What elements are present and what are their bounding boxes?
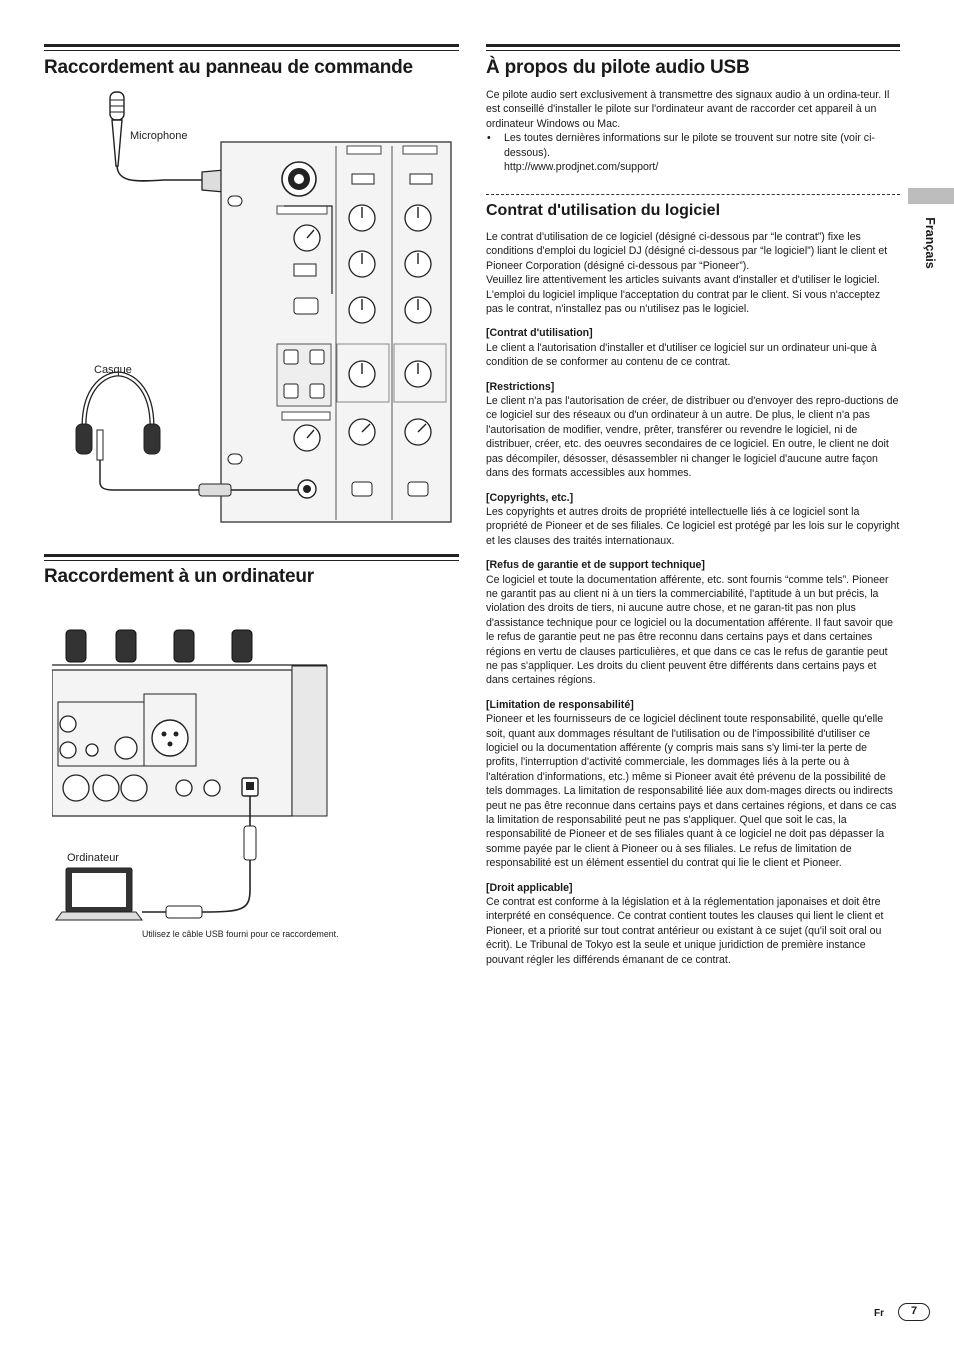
dashed-divider [486, 194, 900, 195]
label-microphone: Microphone [130, 130, 188, 142]
intro-block [486, 88, 898, 174]
section-rule-bottom-left [44, 554, 459, 561]
label-casque: Casque [94, 364, 132, 376]
caption-usb: Utilisez le câble USB fourni pour ce raccordement. [142, 929, 339, 939]
heading-restrictions: [Restrictions] [486, 380, 555, 393]
heading-copyrights: [Copyrights, etc.] [486, 491, 574, 504]
paragraph-restrictions: Le client n'a pas l'autorisation de créer, de distribuer ou d'envoyer des repro-ductions de ce logiciel sur des réseaux ou d'un ordinateur à un autre. De plus, le client n'a pas l'autorisation de modifier, vendre, prêter, transférer ou revendre le logiciel, ni de distribuer, créer, etc. des oeuvres secondaires de ce logiciel. En outre, le client ne doit pas décompiler, désosser, désassembler ni changer le logiciel d'aucune autre façon dans des formats accessibles aux hommes. [486, 395, 899, 480]
mixer-panel [221, 142, 451, 522]
page-number: 7 [898, 1303, 930, 1321]
paragraph-contrat: Le client a l'autorisation d'installer et d'utiliser ce logiciel sur un ordinateur uni-que à condition de se conformer au contenu de ce contrat. [486, 341, 877, 369]
contract-body [486, 230, 900, 967]
language-label-text: Français [923, 217, 937, 269]
computer-connection-diagram [52, 620, 352, 940]
microphone-icon [110, 92, 124, 166]
language-tab [908, 188, 954, 204]
heading-limitation: [Limitation de responsabilité] [486, 698, 634, 711]
label-ordinateur: Ordinateur [67, 852, 119, 864]
paragraph-refus: Ce logiciel et toute la documentation afférente, etc. sont fournis “comme tels”. Pioneer ne garantit pas au client ni à un tiers la commerciabilité, l'aptitude à un but précis, la violation des droits de tiers, ni aucune autre chose, et ne garan-tit pas non plus d'assistance technique pour ce logiciel ou la documentation afférente. Il faut savoir que le refus de garantie peut ne pas être reconnu dans certains pays et dans certaines régions en vertu de clauses particulières, et que dans ce cas le refus de garantie peut ne pas s'appliquer. Les droits du client peuvent être différents dans certains pays et dans certaines régions. [486, 573, 894, 687]
paragraph-limitation: Pioneer et les fournisseurs de ce logiciel déclinent toute responsabilité, quelle qu'elle soit, quant aux dommages résultant de l'utilisation ou de l'impossibilité d'utiliser ce logiciel ou la documentation afférente (y compris mais sans s'y limi-ter la perte de profits, l'interruption d'activité commerciale, les dommages liés à la perte ou à l'altération d'informations, etc.) même si Pioneer avait été prévenu de la possibilité de tels dommages. La limitation de responsabilité liée aux dom-mages directs ou indirects peut ne pas être reconnue dans certains pays et dans certaines régions, et dans ce cas la limitation de responsabilité peut ne pas s'appliquer. Quel que soit le cas, la responsabilité de Pioneer et de ses filiales quant à ce logiciel ne doit pas dépasser la somme payée par le client à Pioneer ou à ses filiales. Le refus de limitation de responsabilité est un élément essentiel du contrat qui lie le client et Pioneer. [486, 713, 897, 870]
section-title-panneau: Raccordement au panneau de commande [44, 57, 413, 78]
laptop-icon [56, 868, 142, 920]
contract-intro-2: Veuillez lire attentivement les articles suivants avant d'installer et d'utiliser le logiciel. L'emploi du logiciel implique l'acceptation du contrat par le client. Si vous n'acceptez pas le contrat, n'installez pas ou n'utilisez pas le logiciel. [486, 274, 881, 316]
section-title-pilote: À propos du pilote audio USB [486, 57, 750, 78]
support-url[interactable]: http://www.prodjnet.com/support/ [504, 161, 659, 174]
rear-panel [52, 630, 327, 816]
paragraph-copyrights: Les copyrights et autres droits de propriété intellectuelle liés à ce logiciel sont la propriété de Pioneer et de ses filiales. Ce logiciel est protégé par les lois sur le copyright et les clauses des traités internationaux. [486, 505, 900, 547]
footer-language: Fr [874, 1308, 884, 1319]
subsection-title-contrat: Contrat d'utilisation du logiciel [486, 202, 721, 219]
heading-refus: [Refus de garantie et de support technique] [486, 559, 705, 572]
language-label [920, 206, 936, 286]
heading-droit: [Droit applicable] [486, 881, 573, 894]
headphones-icon [76, 374, 160, 460]
heading-contrat: [Contrat d'utilisation] [486, 327, 593, 340]
paragraph-droit: Ce contrat est conforme à la législation et à la réglementation japonaises et doit être interprété en conséquence. Ce contrat contient toutes les clauses qui lient le client et Pioneer, et a priorité sur tout contrat antérieur ou existant à ce sujet (qu'il soit oral ou écrit). Le Tribunal de Tokyo est la seule et unique juridiction de première instance pouvant régler les différends émanant de ce contrat. [486, 896, 884, 966]
intro-paragraph: Ce pilote audio sert exclusivement à transmettre des signaux audio à un ordina-teur. Il est conseillé d'installer le pilote sur l'ordinateur avant de raccorder cet appareil à un ordinateur Windows ou Mac. [486, 89, 890, 130]
section-rule-top-right [486, 44, 900, 51]
panel-connection-diagram [44, 86, 459, 526]
section-rule-top-left [44, 44, 459, 51]
contract-intro: Le contrat d'utilisation de ce logiciel (désigné ci-dessous par “le contrat”) fixe les conditions d'emploi du logiciel DJ (désigné ci-dessous par “le logiciel”) liant le client et Pioneer Corporation (désigné ci-dessous par “Pioneer”). [486, 231, 888, 272]
bullet-mark: • [487, 132, 491, 145]
bullet-text: Les toutes dernières informations sur le pilote se trouvent sur notre site (voir ci-dessous). [504, 132, 875, 159]
bullet-item [486, 131, 898, 174]
section-title-ordinateur: Raccordement à un ordinateur [44, 566, 314, 587]
